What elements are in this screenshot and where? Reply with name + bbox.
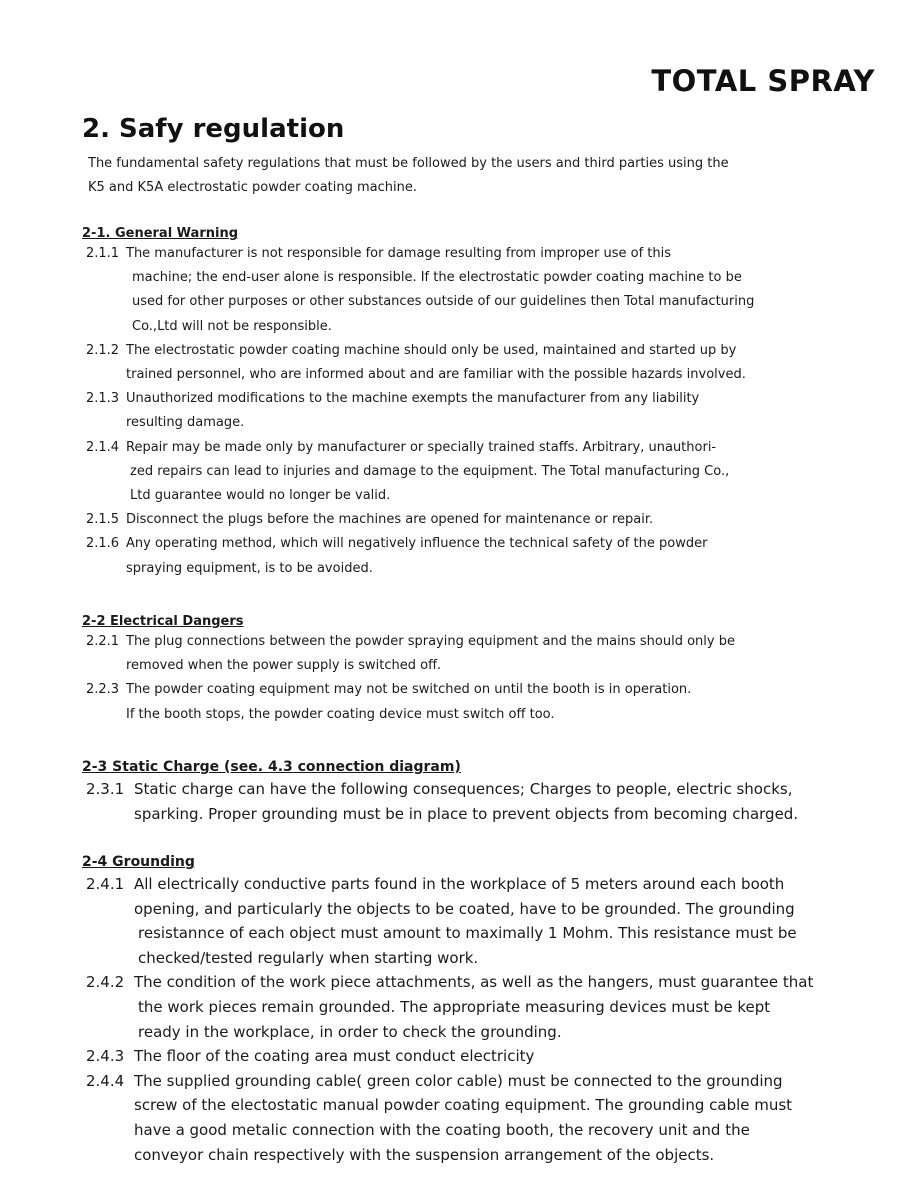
item-number: 2.2.3 — [86, 682, 120, 698]
item-line: sparking. Proper grounding must be in place to prevent objects from becoming charged. — [134, 804, 799, 823]
item-number: 2.1.4 — [86, 439, 120, 455]
list-item — [82, 508, 882, 532]
item-line: Unauthorized modifications to the machine exempts the manufacturer from any liability — [126, 391, 700, 407]
item-number: 2.2.1 — [86, 634, 120, 649]
section-general-warning — [82, 224, 882, 581]
item-number: 2.1.2 — [86, 342, 120, 358]
item-line: The powder coating equipment may not be switched on until the booth is in operation. — [126, 682, 692, 698]
item-number: 2.4.4 — [86, 1071, 125, 1090]
item-line: The electrostatic powder coating machine should only be used, maintained and started up by — [126, 342, 737, 358]
section-grounding — [82, 852, 882, 1167]
list-item — [82, 872, 882, 970]
item-line: removed when the power supply is switched off. — [126, 658, 442, 674]
item-line: ready in the workplace, in order to check the grounding. — [138, 1022, 562, 1041]
section-static-charge — [82, 757, 882, 826]
item-line: the work pieces remain grounded. The appropriate measuring devices must be kept — [138, 997, 771, 1016]
item-line: The condition of the work piece attachments, as well as the hangers, must guarantee that — [134, 973, 814, 992]
item-line: resistannce of each object must amount to maximally 1 Mohm. This resistance must be — [138, 924, 797, 943]
item-text — [134, 970, 882, 1044]
intro-line: K5 and K5A electrostatic powder coating machine. — [88, 180, 417, 195]
intro-paragraph — [88, 152, 868, 200]
item-text — [126, 387, 882, 435]
list-item — [82, 387, 882, 435]
item-line: The plug connections between the powder spraying equipment and the mains should only be — [126, 634, 735, 649]
item-text — [126, 678, 882, 726]
item-number: 2.1.1 — [86, 246, 120, 261]
item-line: zed repairs can lead to injuries and damage to the equipment. The Total manufacturing Co., — [130, 463, 730, 479]
intro-line: The fundamental safety regulations that must be followed by the users and third parties using the — [88, 156, 729, 171]
item-line: All electrically conductive parts found in the workplace of 5 meters around each booth — [134, 875, 785, 893]
list-item — [82, 630, 882, 678]
list-item — [82, 436, 882, 509]
section-heading: 2-2 Electrical Dangers — [82, 614, 244, 629]
item-text — [134, 872, 882, 970]
item-text — [134, 1069, 882, 1167]
item-text — [126, 508, 882, 532]
list-item — [82, 532, 882, 580]
item-line: The manufacturer is not responsible for damage resulting from improper use of this — [126, 246, 672, 261]
item-line: opening, and particularly the objects to be coated, have to be grounded. The grounding — [134, 899, 795, 918]
section-heading: 2-3 Static Charge (see. 4.3 connection diagram) — [82, 759, 461, 775]
item-text — [126, 630, 882, 678]
page-title: 2. Safy regulation — [82, 114, 345, 144]
item-text — [134, 777, 882, 826]
item-line: Static charge can have the following consequences; Charges to people, electric shocks, — [134, 780, 793, 798]
item-text — [126, 532, 882, 580]
item-line: used for other purposes or other substances outside of our guidelines then Total manufacturing — [132, 294, 755, 310]
item-line: Disconnect the plugs before the machines are opened for maintenance or repair. — [126, 512, 654, 528]
section-heading: 2-1. General Warning — [82, 226, 239, 241]
item-line: machine; the end-user alone is responsible. If the electrostatic powder coating machine to be — [132, 270, 742, 286]
item-line: conveyor chain respectively with the suspension arrangement of the objects. — [134, 1145, 715, 1164]
brand-logo-text: TOTAL SPRAY — [651, 64, 875, 98]
item-line: If the booth stops, the powder coating device must switch off too. — [126, 706, 555, 722]
item-line: spraying equipment, is to be avoided. — [126, 560, 373, 576]
item-line: Repair may be made only by manufacturer or specially trained staffs. Arbitrary, unauthori- — [126, 439, 717, 455]
item-line: trained personnel, who are informed about and are familiar with the possible hazards involved. — [126, 367, 746, 383]
item-number: 2.1.5 — [86, 512, 120, 528]
item-text — [126, 436, 882, 509]
section-electrical-dangers — [82, 612, 882, 727]
list-item — [82, 970, 882, 1044]
item-number: 2.3.1 — [86, 780, 125, 798]
item-text — [126, 242, 882, 339]
section-heading: 2-4 Grounding — [82, 854, 195, 870]
item-number: 2.1.3 — [86, 391, 120, 407]
item-number: 2.4.3 — [86, 1047, 125, 1066]
item-number: 2.1.6 — [86, 536, 120, 552]
list-item — [82, 1069, 882, 1167]
item-number: 2.4.2 — [86, 973, 125, 992]
list-item — [82, 678, 882, 726]
item-text — [126, 339, 882, 387]
item-line: screw of the electostatic manual powder coating equipment. The grounding cable must — [134, 1096, 793, 1115]
item-line: checked/tested regularly when starting work. — [138, 948, 479, 967]
item-line: resulting damage. — [126, 415, 245, 431]
item-line: have a good metalic connection with the coating booth, the recovery unit and the — [134, 1120, 750, 1139]
list-item — [82, 777, 882, 826]
list-item — [82, 242, 882, 339]
item-line: The floor of the coating area must conduct electricity — [134, 1047, 535, 1066]
item-number: 2.4.1 — [86, 875, 125, 893]
item-line: Ltd guarantee would no longer be valid. — [130, 488, 391, 504]
item-line: Any operating method, which will negatively influence the technical safety of the powder — [126, 536, 708, 552]
item-text — [134, 1044, 882, 1069]
list-item — [82, 339, 882, 387]
item-line: The supplied grounding cable( green color cable) must be connected to the grounding — [134, 1071, 783, 1090]
item-line: Co.,Ltd will not be responsible. — [132, 318, 332, 334]
list-item — [82, 1044, 882, 1069]
